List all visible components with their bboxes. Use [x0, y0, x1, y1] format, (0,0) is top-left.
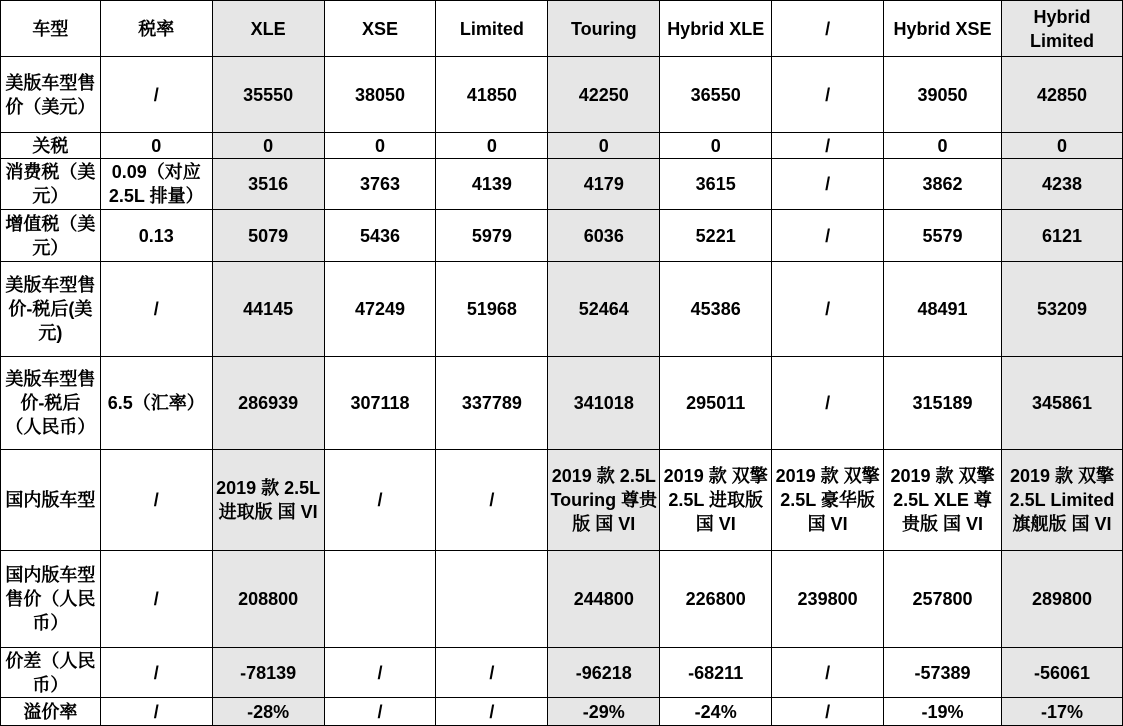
table-cell: 5436: [324, 210, 436, 262]
table-cell: 307118: [324, 357, 436, 450]
table-cell: 45386: [660, 262, 772, 357]
table-cell: -17%: [1001, 698, 1122, 726]
table-cell: /: [100, 698, 212, 726]
table-cell: /: [436, 648, 548, 698]
table-cell: 239800: [772, 551, 884, 648]
row-label: 美版车型售价（美元）: [1, 57, 101, 133]
table-cell: 345861: [1001, 357, 1122, 450]
table-cell: [436, 551, 548, 648]
table-cell: 4179: [548, 159, 660, 210]
table-cell: 3862: [884, 159, 1002, 210]
table-cell: 0.13: [100, 210, 212, 262]
table-cell: [324, 551, 436, 648]
table-cell: 6121: [1001, 210, 1122, 262]
table-cell: 3763: [324, 159, 436, 210]
table-cell: -24%: [660, 698, 772, 726]
header-cell: XLE: [212, 1, 324, 57]
table-cell: 0: [1001, 133, 1122, 159]
table-cell: 2019 款 2.5L Touring 尊贵版 国 VI: [548, 450, 660, 551]
table-cell: -68211: [660, 648, 772, 698]
header-cell: Hybrid XSE: [884, 1, 1002, 57]
table-cell: 38050: [324, 57, 436, 133]
table-cell: 0.09（对应2.5L 排量）: [100, 159, 212, 210]
table-cell: -28%: [212, 698, 324, 726]
table-cell: /: [772, 210, 884, 262]
table-cell: /: [100, 450, 212, 551]
table-cell: -78139: [212, 648, 324, 698]
table-cell: -29%: [548, 698, 660, 726]
table-cell: 337789: [436, 357, 548, 450]
table-cell: 36550: [660, 57, 772, 133]
table-cell: 51968: [436, 262, 548, 357]
table-cell: 44145: [212, 262, 324, 357]
table-cell: 341018: [548, 357, 660, 450]
table-cell: 0: [436, 133, 548, 159]
table-cell: 5579: [884, 210, 1002, 262]
row-label: 国内版车型: [1, 450, 101, 551]
table-cell: 4238: [1001, 159, 1122, 210]
table-cell: /: [324, 648, 436, 698]
row-label: 增值税（美元）: [1, 210, 101, 262]
header-cell: XSE: [324, 1, 436, 57]
table-cell: -57389: [884, 648, 1002, 698]
table-cell: /: [772, 262, 884, 357]
header-cell: 税率: [100, 1, 212, 57]
table-cell: 244800: [548, 551, 660, 648]
table-cell: 2019 款 双擎 2.5L Limited 旗舰版 国 VI: [1001, 450, 1122, 551]
table-cell: /: [436, 450, 548, 551]
table-cell: 2019 款 双擎 2.5L 豪华版 国 VI: [772, 450, 884, 551]
row-label: 美版车型售价-税后（人民币）: [1, 357, 101, 450]
table-cell: 41850: [436, 57, 548, 133]
table-cell: 2019 款 2.5L 进取版 国 VI: [212, 450, 324, 551]
table-cell: 53209: [1001, 262, 1122, 357]
table-row: [1, 262, 1123, 357]
table-cell: 226800: [660, 551, 772, 648]
table-cell: 315189: [884, 357, 1002, 450]
header-cell: Hybrid XLE: [660, 1, 772, 57]
table-cell: 0: [100, 133, 212, 159]
row-label: 价差（人民币）: [1, 648, 101, 698]
header-cell: Limited: [436, 1, 548, 57]
table-cell: 0: [548, 133, 660, 159]
row-label: 消费税（美元）: [1, 159, 101, 210]
table-cell: 5079: [212, 210, 324, 262]
table-cell: 0: [660, 133, 772, 159]
table-cell: /: [772, 159, 884, 210]
table-cell: 208800: [212, 551, 324, 648]
table-cell: 289800: [1001, 551, 1122, 648]
table-cell: /: [772, 133, 884, 159]
table-row: [1, 450, 1123, 551]
table-cell: /: [100, 648, 212, 698]
table-row: [1, 159, 1123, 210]
table-cell: 295011: [660, 357, 772, 450]
table-row: [1, 57, 1123, 133]
table-cell: /: [324, 450, 436, 551]
table-cell: 5221: [660, 210, 772, 262]
table-cell: 0: [324, 133, 436, 159]
table-cell: 47249: [324, 262, 436, 357]
header-row: [1, 1, 1123, 57]
table-cell: /: [772, 698, 884, 726]
table-row: [1, 210, 1123, 262]
table-row: [1, 551, 1123, 648]
table-cell: 3615: [660, 159, 772, 210]
table-cell: 52464: [548, 262, 660, 357]
table-cell: /: [100, 262, 212, 357]
table-cell: 39050: [884, 57, 1002, 133]
table-cell: 42850: [1001, 57, 1122, 133]
table-cell: /: [772, 57, 884, 133]
table-cell: /: [100, 57, 212, 133]
table-cell: 48491: [884, 262, 1002, 357]
table-cell: 286939: [212, 357, 324, 450]
row-label: 溢价率: [1, 698, 101, 726]
table-cell: 2019 款 双擎 2.5L 进取版 国 VI: [660, 450, 772, 551]
table-cell: /: [436, 698, 548, 726]
row-label: 关税: [1, 133, 101, 159]
table-cell: 4139: [436, 159, 548, 210]
table-row: [1, 133, 1123, 159]
table-cell: -19%: [884, 698, 1002, 726]
row-label: 美版车型售价-税后(美元): [1, 262, 101, 357]
table-cell: /: [324, 698, 436, 726]
table-cell: -96218: [548, 648, 660, 698]
table-cell: 0: [884, 133, 1002, 159]
table-cell: 3516: [212, 159, 324, 210]
table-cell: 42250: [548, 57, 660, 133]
table-row: [1, 357, 1123, 450]
header-cell: Hybrid Limited: [1001, 1, 1122, 57]
header-cell: /: [772, 1, 884, 57]
table-cell: /: [100, 551, 212, 648]
header-cell: Touring: [548, 1, 660, 57]
table-cell: /: [772, 648, 884, 698]
table-cell: 6.5（汇率）: [100, 357, 212, 450]
table-row: [1, 648, 1123, 698]
header-cell: 车型: [1, 1, 101, 57]
row-label: 国内版车型售价（人民币）: [1, 551, 101, 648]
table-cell: 5979: [436, 210, 548, 262]
table-cell: 2019 款 双擎 2.5L XLE 尊贵版 国 VI: [884, 450, 1002, 551]
table-cell: 257800: [884, 551, 1002, 648]
table-cell: /: [772, 357, 884, 450]
table-row: [1, 698, 1123, 726]
table-cell: 35550: [212, 57, 324, 133]
table-cell: 0: [212, 133, 324, 159]
table-cell: -56061: [1001, 648, 1122, 698]
table-cell: 6036: [548, 210, 660, 262]
